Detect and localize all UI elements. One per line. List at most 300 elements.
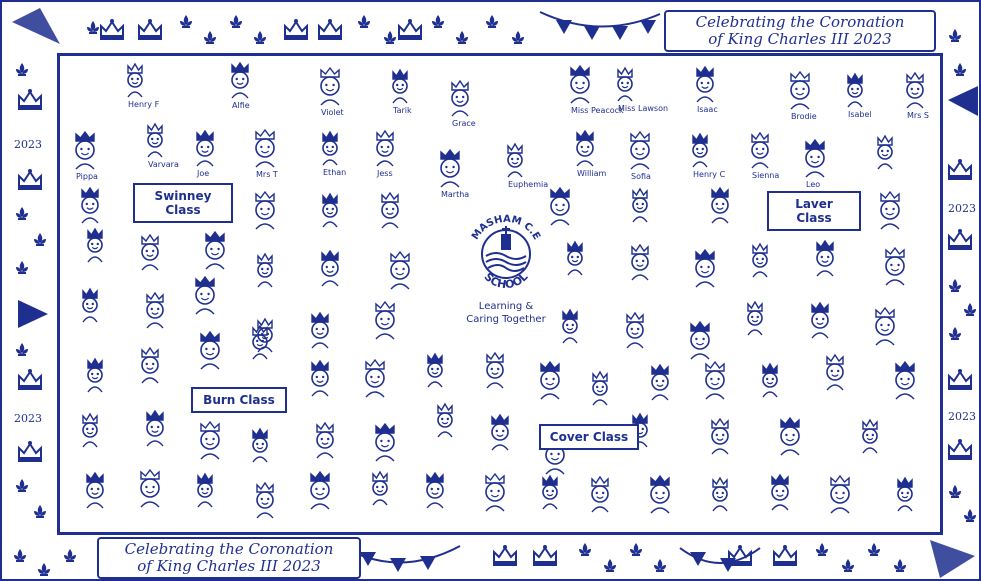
portrait-eye	[545, 378, 547, 380]
portrait-body	[593, 400, 607, 405]
portrait-head	[83, 298, 97, 312]
drawing-portrait	[256, 130, 274, 167]
portrait-mouth	[752, 320, 758, 321]
portrait-eye	[205, 438, 207, 440]
drawing-portrait	[148, 124, 162, 157]
portrait-eye	[637, 328, 639, 330]
portrait-body	[492, 445, 508, 450]
portrait-body	[827, 385, 843, 390]
portrait-eye	[380, 440, 382, 442]
drawing-portrait	[88, 359, 102, 392]
label-swinney-class: Swinney Class	[133, 183, 233, 223]
portrait-head	[201, 341, 219, 359]
portrait-mouth	[152, 431, 158, 433]
portrait-eye	[627, 82, 629, 84]
portrait-mouth	[371, 381, 378, 383]
drawing-name: Sienna	[752, 171, 780, 180]
portrait-eye	[205, 348, 207, 350]
crown-icon	[812, 303, 828, 312]
portrait-head	[323, 203, 337, 217]
drawing-portrait	[907, 73, 923, 108]
portrait-body	[781, 450, 799, 455]
portrait-head	[376, 433, 394, 451]
portrait-eye	[151, 308, 153, 310]
portrait-head	[487, 362, 503, 378]
portrait-eye	[621, 82, 623, 84]
drawing-portrait	[452, 81, 468, 116]
portrait-eye	[842, 492, 844, 494]
portrait-eye	[866, 434, 868, 436]
portrait-mouth	[396, 273, 403, 275]
portrait-eye	[262, 340, 264, 342]
portrait-head	[321, 77, 339, 95]
portrait-eye	[572, 324, 574, 326]
crown-icon	[257, 483, 273, 492]
portrait-head	[907, 82, 923, 98]
portrait-mouth	[316, 493, 323, 495]
portrait-mouth	[206, 443, 213, 445]
drawing-portrait	[312, 361, 328, 396]
border-year-right-1: 2023	[948, 202, 976, 215]
portrait-eye	[441, 418, 443, 420]
border-year-left-1: 2023	[14, 138, 42, 151]
portrait-mouth	[381, 445, 388, 447]
portrait-head	[631, 141, 649, 159]
portrait-mouth	[202, 151, 208, 153]
school-crest	[464, 212, 548, 296]
drawing-name: Henry C	[693, 170, 726, 179]
portrait-eye	[890, 264, 892, 266]
school-logo	[461, 212, 551, 326]
portrait-mouth	[377, 490, 383, 491]
portrait-body	[452, 111, 468, 116]
portrait-eye	[380, 318, 382, 320]
portrait-eye	[707, 82, 709, 84]
portrait-eye	[552, 378, 554, 380]
portrait-body	[631, 164, 649, 169]
portrait-eye	[146, 363, 148, 365]
portrait-head	[256, 201, 274, 219]
portrait-eye	[802, 88, 804, 90]
portrait-eye	[602, 492, 604, 494]
portrait-mouth	[637, 265, 643, 267]
drawing-name: Joe	[197, 169, 210, 178]
portrait-eye	[602, 386, 604, 388]
portrait-mouth	[202, 492, 208, 493]
portrait-eye	[587, 146, 589, 148]
crown-icon	[206, 232, 224, 241]
portrait-eye	[887, 324, 889, 326]
portrait-eye	[91, 373, 93, 375]
portrait-head	[206, 241, 224, 259]
crown-icon	[382, 193, 398, 202]
portrait-head	[541, 371, 559, 389]
portrait-body	[312, 391, 328, 396]
portrait-eye	[571, 256, 573, 258]
portrait-mouth	[867, 438, 873, 439]
drawing-portrait	[486, 474, 504, 511]
crown-icon	[848, 74, 862, 83]
portrait-eye	[581, 146, 583, 148]
portrait-body	[373, 500, 387, 505]
drawing-portrait	[376, 424, 394, 461]
portrait-head	[312, 322, 328, 338]
portrait-mouth	[146, 491, 153, 493]
crown-icon	[577, 131, 593, 140]
portrait-eye	[756, 258, 758, 260]
crown-icon	[253, 429, 267, 438]
portrait-body	[438, 432, 452, 437]
portrait-eye	[872, 434, 874, 436]
crown-icon	[878, 136, 892, 145]
portrait-eye	[256, 340, 258, 342]
crown-icon	[323, 194, 337, 203]
portrait-eye	[86, 428, 88, 430]
crown-icon	[696, 250, 714, 259]
crown-icon	[142, 235, 158, 244]
drawing-name: Mrs S	[907, 111, 929, 120]
portrait-head	[592, 486, 608, 502]
portrait-body	[577, 161, 593, 166]
portrait-mouth	[211, 253, 218, 255]
portrait-eye	[267, 268, 269, 270]
portrait-body	[196, 309, 214, 314]
crown-icon	[633, 189, 647, 198]
drawing-portrait	[253, 429, 267, 462]
drawing-name: Isabel	[848, 110, 872, 119]
portrait-mouth	[92, 247, 98, 248]
portrait-eye	[267, 146, 269, 148]
portrait-head	[258, 263, 272, 277]
portrait-eye	[707, 266, 709, 268]
drawing-name: Mrs T	[256, 170, 278, 179]
portrait-head	[551, 197, 569, 215]
portrait-body	[652, 395, 668, 400]
portrait-head	[693, 143, 707, 157]
portrait-eye	[817, 156, 819, 158]
drawing-portrait	[827, 355, 843, 390]
crown-icon	[196, 277, 214, 286]
portrait-head	[618, 77, 632, 91]
portrait-head	[781, 427, 799, 445]
crown-icon	[256, 192, 274, 201]
drawing-portrait	[848, 74, 862, 107]
banner-bottom-line1: Celebrating the Coronation	[124, 540, 334, 558]
portrait-body	[376, 456, 394, 461]
portrait-eye	[326, 208, 328, 210]
crown-icon	[87, 473, 103, 482]
portrait-body	[82, 218, 98, 223]
portrait-head	[317, 432, 333, 448]
portrait-mouth	[387, 213, 393, 215]
portrait-body	[323, 222, 337, 227]
portrait-eye	[702, 148, 704, 150]
portrait-eye	[152, 486, 154, 488]
portrait-eye	[851, 88, 853, 90]
crown-icon	[312, 313, 328, 322]
portrait-body	[487, 383, 503, 388]
portrait-body	[377, 161, 393, 166]
portrait-eye	[716, 203, 718, 205]
portrait-head	[391, 261, 409, 279]
portrait-eye	[322, 488, 324, 490]
portrait-eye	[662, 492, 664, 494]
portrait-mouth	[822, 261, 828, 263]
portrait-mouth	[767, 382, 773, 383]
drawing-portrait	[82, 188, 98, 223]
drawing-name: Martha	[441, 190, 470, 199]
portrait-mouth	[326, 89, 333, 91]
portrait-eye	[550, 453, 552, 455]
portrait-eye	[462, 96, 464, 98]
portrait-eye	[785, 434, 787, 436]
portrait-mouth	[757, 153, 763, 155]
portrait-eye	[327, 438, 329, 440]
portrait-head	[772, 484, 788, 500]
portrait-eye	[267, 498, 269, 500]
portrait-head	[748, 311, 762, 325]
portrait-mouth	[87, 432, 93, 433]
portrait-eye	[857, 88, 859, 90]
crown-icon	[376, 424, 394, 433]
portrait-body	[322, 281, 338, 286]
portrait-body	[508, 172, 522, 177]
portrait-head	[147, 420, 163, 436]
drawing-portrait	[712, 188, 728, 223]
drawing-name: Varvara	[148, 160, 179, 169]
portrait-body	[366, 392, 384, 397]
drawing-portrait	[791, 72, 809, 109]
portrait-mouth	[622, 86, 628, 87]
portrait-mouth	[132, 82, 138, 83]
drawing-portrait	[128, 64, 142, 97]
portrait-head	[652, 374, 668, 390]
drawing-portrait	[323, 132, 337, 165]
portrait-mouth	[777, 495, 783, 497]
crown-icon	[827, 355, 843, 364]
portrait-body	[88, 387, 102, 392]
crown-icon	[693, 134, 707, 143]
drawing-portrait	[256, 192, 274, 229]
crown-icon	[311, 472, 329, 481]
crown-icon	[781, 418, 799, 427]
drawing-portrait	[563, 310, 577, 343]
portrait-eye	[152, 363, 154, 365]
portrait-body	[691, 354, 709, 359]
portrait-eye	[402, 84, 404, 86]
portrait-body	[886, 280, 904, 285]
drawing-portrait	[373, 472, 387, 505]
portrait-eye	[157, 138, 159, 140]
portrait-mouth	[317, 333, 323, 335]
drawing-portrait	[876, 308, 894, 345]
drawing-name: Alfie	[232, 101, 250, 110]
portrait-body	[232, 93, 248, 98]
portrait-eye	[260, 208, 262, 210]
portrait-mouth	[492, 373, 498, 375]
portrait-eye	[151, 138, 153, 140]
portrait-eye	[207, 146, 209, 148]
portrait-head	[373, 481, 387, 495]
portrait-eye	[901, 492, 903, 494]
portrait-head	[878, 145, 892, 159]
crown-icon	[232, 63, 248, 72]
portrait-head	[817, 250, 833, 266]
portrait-mouth	[701, 271, 708, 273]
crown-icon	[147, 411, 163, 420]
portrait-body	[693, 162, 707, 167]
portrait-eye	[316, 376, 318, 378]
portrait-body	[763, 392, 777, 397]
drawing-name: Pippa	[76, 172, 98, 181]
drawing-portrait	[198, 474, 212, 507]
portrait-eye	[322, 328, 324, 330]
portrait-head	[886, 257, 904, 275]
drawing-portrait	[693, 134, 707, 167]
drawing-portrait	[382, 193, 398, 228]
portrait-mouth	[322, 443, 328, 445]
portrait-body	[147, 323, 163, 328]
portrait-head	[633, 198, 647, 212]
portrait-eye	[315, 488, 317, 490]
portrait-body	[428, 382, 442, 387]
drawing-portrait	[753, 244, 767, 277]
drawing-name: Jess	[377, 169, 393, 178]
drawing-portrait	[593, 372, 607, 405]
crown-icon	[551, 188, 569, 197]
portrait-mouth	[81, 153, 88, 155]
crown-icon	[876, 308, 894, 317]
portrait-mouth	[702, 87, 708, 89]
crown-icon	[618, 68, 632, 77]
portrait-head	[323, 141, 337, 155]
portrait-eye	[267, 208, 269, 210]
drawing-portrait	[651, 476, 669, 513]
portrait-head	[232, 72, 248, 88]
crown-icon	[376, 302, 394, 311]
portrait-mouth	[576, 87, 583, 89]
portrait-body	[748, 330, 762, 335]
drawing-portrait	[317, 423, 333, 458]
portrait-eye	[146, 250, 148, 252]
crown-icon	[772, 475, 788, 484]
portrait-mouth	[696, 343, 703, 345]
portrait-head	[393, 79, 407, 93]
portrait-head	[428, 363, 442, 377]
portrait-body	[543, 504, 557, 509]
portrait-eye	[822, 318, 824, 320]
portrait-head	[366, 369, 384, 387]
portrait-eye	[91, 488, 93, 490]
portrait-eye	[555, 204, 557, 206]
portrait-eye	[207, 293, 209, 295]
portrait-head	[128, 73, 142, 87]
portrait-head	[896, 371, 914, 389]
portrait-mouth	[881, 329, 888, 331]
drawing-portrait	[571, 66, 589, 103]
portrait-body	[253, 354, 267, 359]
portrait-mouth	[572, 260, 578, 261]
crown-icon	[651, 476, 669, 485]
portrait-mouth	[711, 383, 718, 385]
drawing-portrait	[898, 478, 912, 511]
drawing-portrait	[201, 422, 219, 459]
crown-icon	[323, 132, 337, 141]
school-name-arc: MASHAM C.E	[470, 213, 543, 242]
portrait-eye	[696, 148, 698, 150]
portrait-eye	[810, 156, 812, 158]
crown-icon	[543, 476, 557, 485]
portrait-eye	[596, 386, 598, 388]
portrait-eye	[87, 148, 89, 150]
portrait-mouth	[597, 390, 603, 391]
portrait-body	[88, 257, 102, 262]
portrait-eye	[717, 378, 719, 380]
drawing-portrait	[87, 473, 103, 508]
portrait-body	[831, 508, 849, 513]
drawing-portrait	[631, 132, 649, 169]
portrait-body	[87, 503, 103, 508]
portrait-body	[321, 100, 339, 105]
portrait-head	[713, 487, 727, 501]
drawing-portrait	[508, 144, 522, 177]
portrait-mouth	[432, 493, 438, 495]
portrait-head	[198, 483, 212, 497]
portrait-eye	[382, 486, 384, 488]
crown-icon	[592, 477, 608, 486]
portrait-eye	[502, 430, 504, 432]
portrait-eye	[387, 440, 389, 442]
crown-icon	[76, 132, 94, 141]
drawing-portrait	[142, 235, 158, 270]
portrait-body	[142, 378, 158, 383]
crown-icon	[441, 150, 459, 159]
portrait-eye	[145, 486, 147, 488]
portrait-mouth	[382, 151, 388, 153]
portrait-head	[88, 238, 102, 252]
portrait-mouth	[261, 151, 268, 153]
portrait-mouth	[147, 255, 153, 257]
portrait-body	[696, 282, 714, 287]
portrait-head	[322, 260, 338, 276]
drawing-name: Miss Peacock	[571, 106, 624, 115]
drawing-portrait	[886, 248, 904, 285]
portrait-body	[147, 441, 163, 446]
portrait-eye	[396, 84, 398, 86]
drawing-portrait	[76, 132, 94, 169]
portrait-mouth	[206, 353, 213, 355]
drawing-portrait	[712, 419, 728, 454]
portrait-eye	[452, 166, 454, 168]
crown-icon	[791, 72, 809, 81]
crown-icon	[881, 192, 899, 201]
portrait-head	[427, 482, 443, 498]
portrait-mouth	[87, 208, 93, 210]
crown-icon	[321, 68, 339, 77]
portrait-mouth	[261, 213, 268, 215]
portrait-head	[696, 259, 714, 277]
portrait-eye	[762, 148, 764, 150]
portrait-mouth	[92, 377, 98, 378]
portrait-body	[376, 334, 394, 339]
drawing-portrait	[393, 70, 407, 103]
portrait-eye	[97, 373, 99, 375]
portrait-eye	[437, 368, 439, 370]
portrait-head	[256, 139, 274, 157]
portrait-body	[568, 270, 582, 275]
crown-icon	[631, 132, 649, 141]
drawing-portrait	[781, 418, 799, 455]
